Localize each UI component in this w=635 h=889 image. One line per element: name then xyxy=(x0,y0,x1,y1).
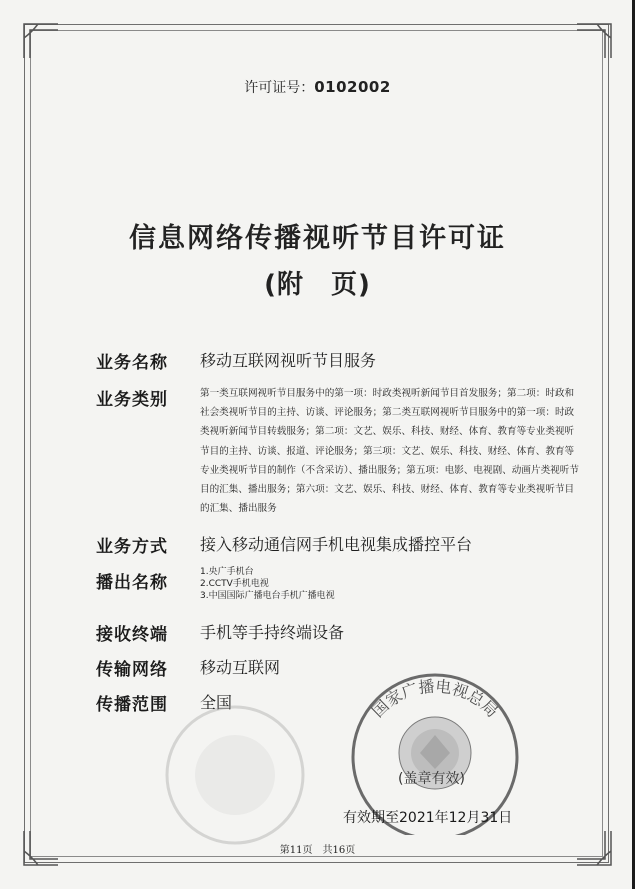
seal-note: (盖章有效) xyxy=(398,771,465,787)
broadcast-name-list xyxy=(200,566,335,602)
business-name-label: 业务名称 xyxy=(96,353,168,373)
validity-date: 有效期至2021年12月31日 xyxy=(343,810,513,826)
list-item: 1.央广手机台 xyxy=(200,567,254,577)
broadcast-scope-label: 传播范围 xyxy=(96,695,168,715)
broadcast-name-label: 播出名称 xyxy=(96,573,168,593)
business-category-value: 第一类互联网视听节目服务中的第一项：时政类视听新闻节目首发服务；第二项：时政和社会类视听节目的主持、访谈、评论服务；第二类互联网视听节目服务中的第一项：时政类视听新闻节目转载服务；第二项：文艺、娱乐、科技、财经、体育、教育等专业类视听节目的主持、访谈、报道、评论服务；第三项：文艺、娱乐、科技、财经、体育、教育等专业类视听节目的制作（不含采访）、播出服务；第五项：电影、电视剧、动画片类视听节目的汇集、播出服务；第六项：文艺、娱乐、科技、财经、体育、教育等专业类视听节目的汇集、播出服务 xyxy=(200,388,579,515)
corner-ornament-icon xyxy=(573,18,617,62)
license-number xyxy=(0,77,635,97)
page-number: 第11页 共16页 xyxy=(279,845,356,856)
list-item: 2.CCTV手机电视 xyxy=(200,579,269,589)
business-mode-label: 业务方式 xyxy=(96,537,168,557)
receiving-terminal-label: 接收终端 xyxy=(96,625,168,645)
document-title: 信息网络传播视听节目许可证 xyxy=(129,223,506,254)
faint-seal-icon xyxy=(160,700,310,850)
business-name-value: 移动互联网视听节目服务 xyxy=(200,351,377,370)
receiving-terminal-value: 手机等手持终端设备 xyxy=(200,623,345,642)
license-number-value: 0102002 xyxy=(314,78,391,96)
list-item: 3.中国国际广播电台手机广播电视 xyxy=(200,591,335,601)
business-mode-value: 接入移动通信网手机电视集成播控平台 xyxy=(200,535,473,554)
seal-text: 国家广播电视总局 xyxy=(368,676,502,721)
business-category-label: 业务类别 xyxy=(96,390,168,410)
license-number-label: 许可证号： xyxy=(244,80,315,96)
transmission-network-value: 移动互联网 xyxy=(200,658,281,677)
document-subtitle: (附 页) xyxy=(264,270,371,300)
broadcast-scope-value: 全国 xyxy=(200,693,233,712)
transmission-network-label: 传输网络 xyxy=(96,660,168,680)
corner-ornament-icon xyxy=(18,18,62,62)
